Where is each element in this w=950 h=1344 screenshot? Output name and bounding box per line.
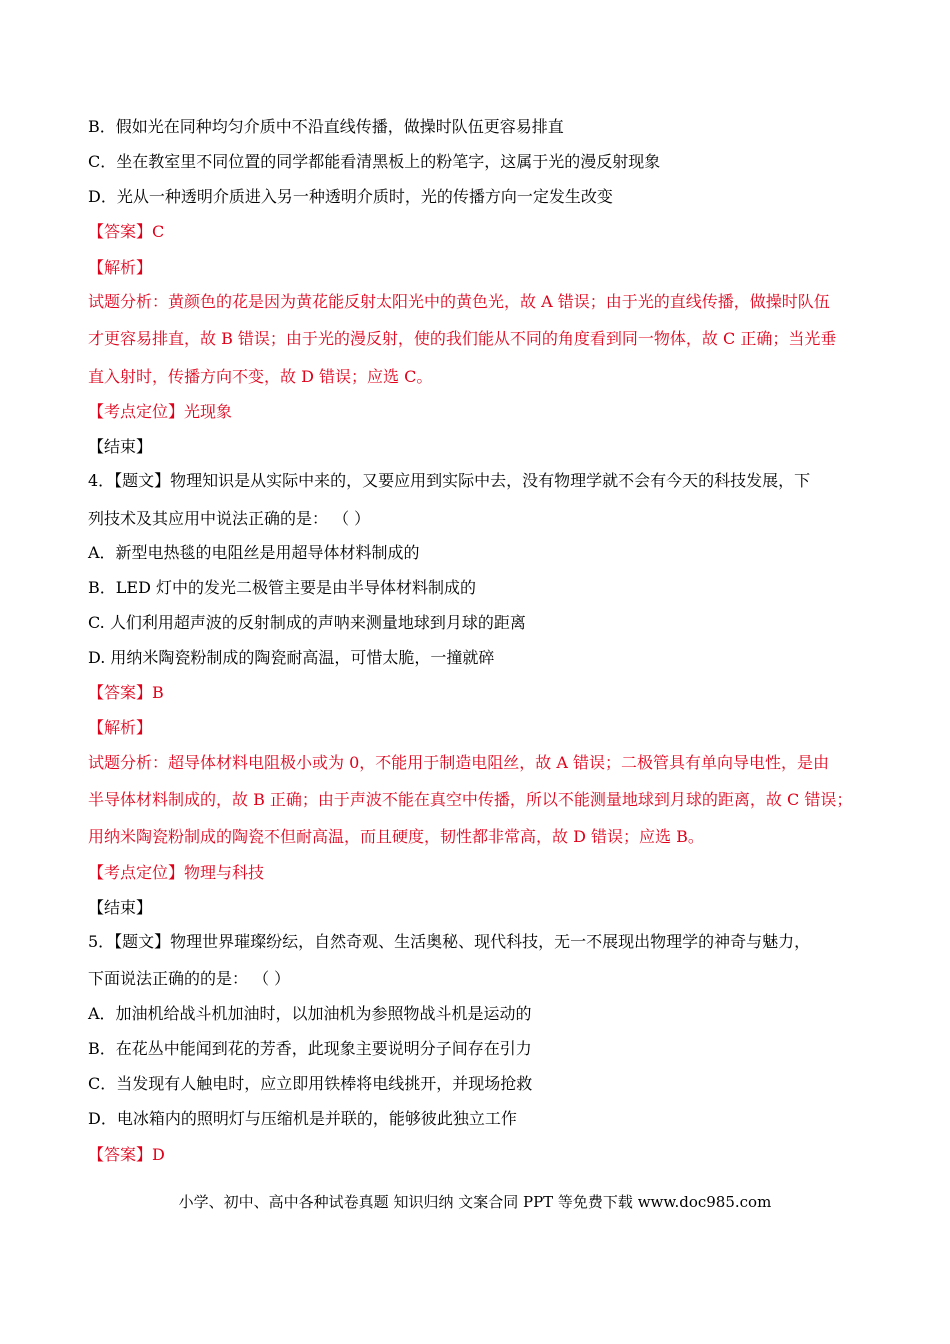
- q5-option-a: A．加油机给战斗机加油时，以加油机为参照物战斗机是运动的: [88, 1004, 532, 1023]
- q3-analysis-line-1: 试题分析：黄颜色的花是因为黄花能反射太阳光中的黄色光，故 A 错误；由于光的直线传播，做操时队伍: [88, 292, 830, 311]
- q4-option-a: A．新型电热毯的电阻丝是用超导体材料制成的: [88, 543, 420, 562]
- q3-option-b: B．假如光在同种均匀介质中不沿直线传播，做操时队伍更容易排直: [88, 117, 564, 136]
- q5-stem-line-2: 下面说法正确的的是： （ ）: [88, 969, 291, 988]
- q4-kaodian: 【考点定位】物理与科技: [88, 863, 265, 882]
- q4-stem-line-2: 列技术及其应用中说法正确的是： （ ）: [88, 509, 371, 528]
- q5-option-b: B．在花丛中能闻到花的芳香，此现象主要说明分子间存在引力: [88, 1039, 532, 1058]
- q4-analysis-line-1: 试题分析：超导体材料电阻极小或为 0，不能用于制造电阻丝，故 A 错误；二极管具有单向导电性，是由: [88, 753, 829, 772]
- q3-answer: 【答案】C: [88, 222, 165, 241]
- q4-analysis-tag: 【解析】: [88, 718, 153, 737]
- q3-analysis-tag: 【解析】: [88, 258, 153, 277]
- q3-end: 【结束】: [88, 437, 153, 456]
- q4-option-b: B．LED 灯中的发光二极管主要是由半导体材料制成的: [88, 578, 476, 597]
- q4-option-c: C. 人们利用超声波的反射制成的声呐来测量地球到月球的距离: [88, 613, 526, 632]
- q3-option-d: D．光从一种透明介质进入另一种透明介质时，光的传播方向一定发生改变: [88, 187, 613, 206]
- q4-stem-line-1: 4．【题文】物理知识是从实际中来的，又要应用到实际中去，没有物理学就不会有今天的科技发展，下: [88, 471, 811, 490]
- q5-stem-line-1: 5．【题文】物理世界璀璨纷纭，自然奇观、生活奥秘、现代科技，无一不展现出物理学的神奇与魅力，: [88, 932, 811, 951]
- q4-analysis-line-3: 用纳米陶瓷粉制成的陶瓷不但耐高温，而且硬度，韧性都非常高，故 D 错误；应选 B。: [88, 827, 704, 846]
- q5-option-d: D．电冰箱内的照明灯与压缩机是并联的，能够彼此独立工作: [88, 1109, 517, 1128]
- q4-end: 【结束】: [88, 898, 153, 917]
- q3-analysis-line-2: 才更容易排直，故 B 错误；由于光的漫反射，使的我们能从不同的角度看到同一物体，故 C 正确；当光垂: [88, 329, 837, 348]
- q3-option-c: C．坐在教室里不同位置的同学都能看清黑板上的粉笔字，这属于光的漫反射现象: [88, 152, 661, 171]
- q5-option-c: C．当发现有人触电时，应立即用铁棒将电线挑开，并现场抢救: [88, 1074, 533, 1093]
- q4-option-d: D. 用纳米陶瓷粉制成的陶瓷耐高温，可惜太脆，一撞就碎: [88, 648, 495, 667]
- q3-analysis-line-3: 直入射时，传播方向不变，故 D 错误；应选 C。: [88, 367, 433, 386]
- page-footer: 小学、初中、高中各种试卷真题 知识归纳 文案合同 PPT 等免费下载 www.doc985.com: [178, 1193, 772, 1211]
- q3-kaodian: 【考点定位】光现象: [88, 402, 233, 421]
- q4-answer: 【答案】B: [88, 683, 164, 702]
- q5-answer: 【答案】D: [88, 1145, 165, 1164]
- q4-analysis-line-2: 半导体材料制成的，故 B 正确；由于声波不能在真空中传播，所以不能测量地球到月球的距离，故 C 错误；: [88, 790, 853, 809]
